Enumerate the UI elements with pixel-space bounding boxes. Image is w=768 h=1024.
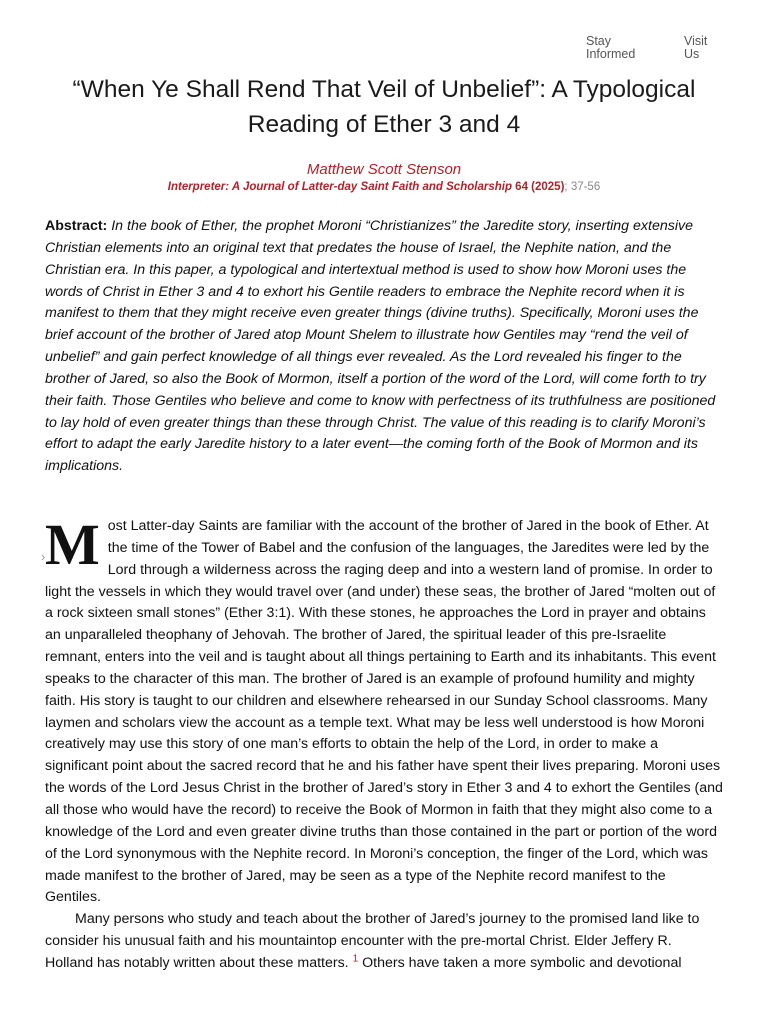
author-name[interactable]: Matthew Scott Stenson <box>306 161 462 178</box>
stay-informed-link[interactable]: Stay Informed <box>586 34 636 61</box>
footnote-reference[interactable]: 1 <box>352 953 359 965</box>
paragraph-2-text-end: Others have taken a more symbolic and devotional <box>362 954 682 971</box>
article-body <box>45 512 723 975</box>
journal-citation <box>0 180 768 194</box>
journal-volume: 64 (2025) <box>515 181 565 193</box>
journal-name[interactable]: Interpreter: A Journal of Latter-day Saint Faith and Scholarship <box>167 181 512 193</box>
top-navigation <box>0 34 768 66</box>
chevron-right-icon[interactable]: › <box>41 549 46 564</box>
visit-us-link[interactable]: Visit Us <box>684 34 708 61</box>
page-range: 37-56 <box>570 181 601 193</box>
drop-cap: M <box>45 512 100 577</box>
body-paragraph-1 <box>45 512 723 909</box>
body-paragraph-2 <box>45 909 723 975</box>
paragraph-1-text: ost Latter-day Saints are familiar with the account of the brother of Jared in the book of Ether. At the time of the Tower of Babel and the confusion of the languages, the Jaredites were led by the Lord through a wilderness across the raging deep and into a western land of promise. In order to light the vessels in which they would travel over (and under) these seas, the brother of Jared “molten out of a rock sixteen small stones” (Ether 3:1). With these stones, he approaches the Lord in prayer and obtains an unparalleled theophany of Jehovah. The brother of Jared, the spiritual leader of this pre-Israelite remnant, enters into the veil and is taught about all things pertaining to Earth and its inhabitants. This event speaks to the character of this man. The brother of Jared is an example of profound humility and mighty faith. His story is taught to our children and elsewhere rehearsed in our Sunday School classrooms. Many laymen and scholars view the account as a temple text. What may be less well understood is how Moroni creatively may use this story of one man’s efforts to obtain the help of the Lord, in order to make a significant point about the sacred record that he and his father have spent their lives preparing. Moroni uses the words of the Lord Jesus Christ in the brother of Jared’s story in Ether 3 and 4 to exhort the Gentiles (and all those who would have the record) to receive the Book of Mormon in faith that they might also come to a knowledge of the Lord and even greater divine truths than those contained in the part or portion of the word of the Lord synonymous with the Nephite record. In Moroni’s conception, the finger of the Lord, which was made manifest to the brother of Jared, may be seen as a type of the Nephite record manifest to the Gentiles. <box>45 518 723 906</box>
paragraph-2-text-start: Many persons who study and teach about the brother of Jared’s journey to the promised land like to consider his unusual faith and his mountaintop encounter with the pre-mortal Christ. Elder Jeffery R. Holland has notably written about these matters. <box>45 911 700 971</box>
article-title: “When Ye Shall Rend That Veil of Unbelief”: A Typological Reading of Ether 3 and 4 <box>72 76 696 138</box>
citation-separator: ; <box>564 181 568 193</box>
abstract <box>45 216 723 478</box>
abstract-text: In the book of Ether, the prophet Moroni “Christianizes” the Jaredite story, inserting extensive Christian elements into an original text that predates the house of Israel, the Nephite nation, and the Christian era. In this paper, a typological and intertextual method is used to show how Moroni uses the words of Christ in Ether 3 and 4 to exhort his Gentile readers to embrace the Nephite record when it is manifest to them that they might receive even greater things (divine truths). Specifically, Moroni uses the brief account of the brother of Jared atop Mount Shelem to illustrate how Gentiles may “rend the veil of unbelief” and gain perfect knowledge of all things ever revealed. As the Lord revealed his finger to the brother of Jared, so also the Book of Mormon, itself a portion of the word of the Lord, will come forth to try their faith. Those Gentiles who believe and come to know with perfectness of its truthfulness are positioned to lay hold of even greater things than these through Christ. The value of this reading is to clarify Moroni’s effort to adapt the early Jaredite history to a later event—the coming forth of the Book of Mormon and its implications. <box>45 218 716 475</box>
abstract-label: Abstract: <box>45 218 108 234</box>
